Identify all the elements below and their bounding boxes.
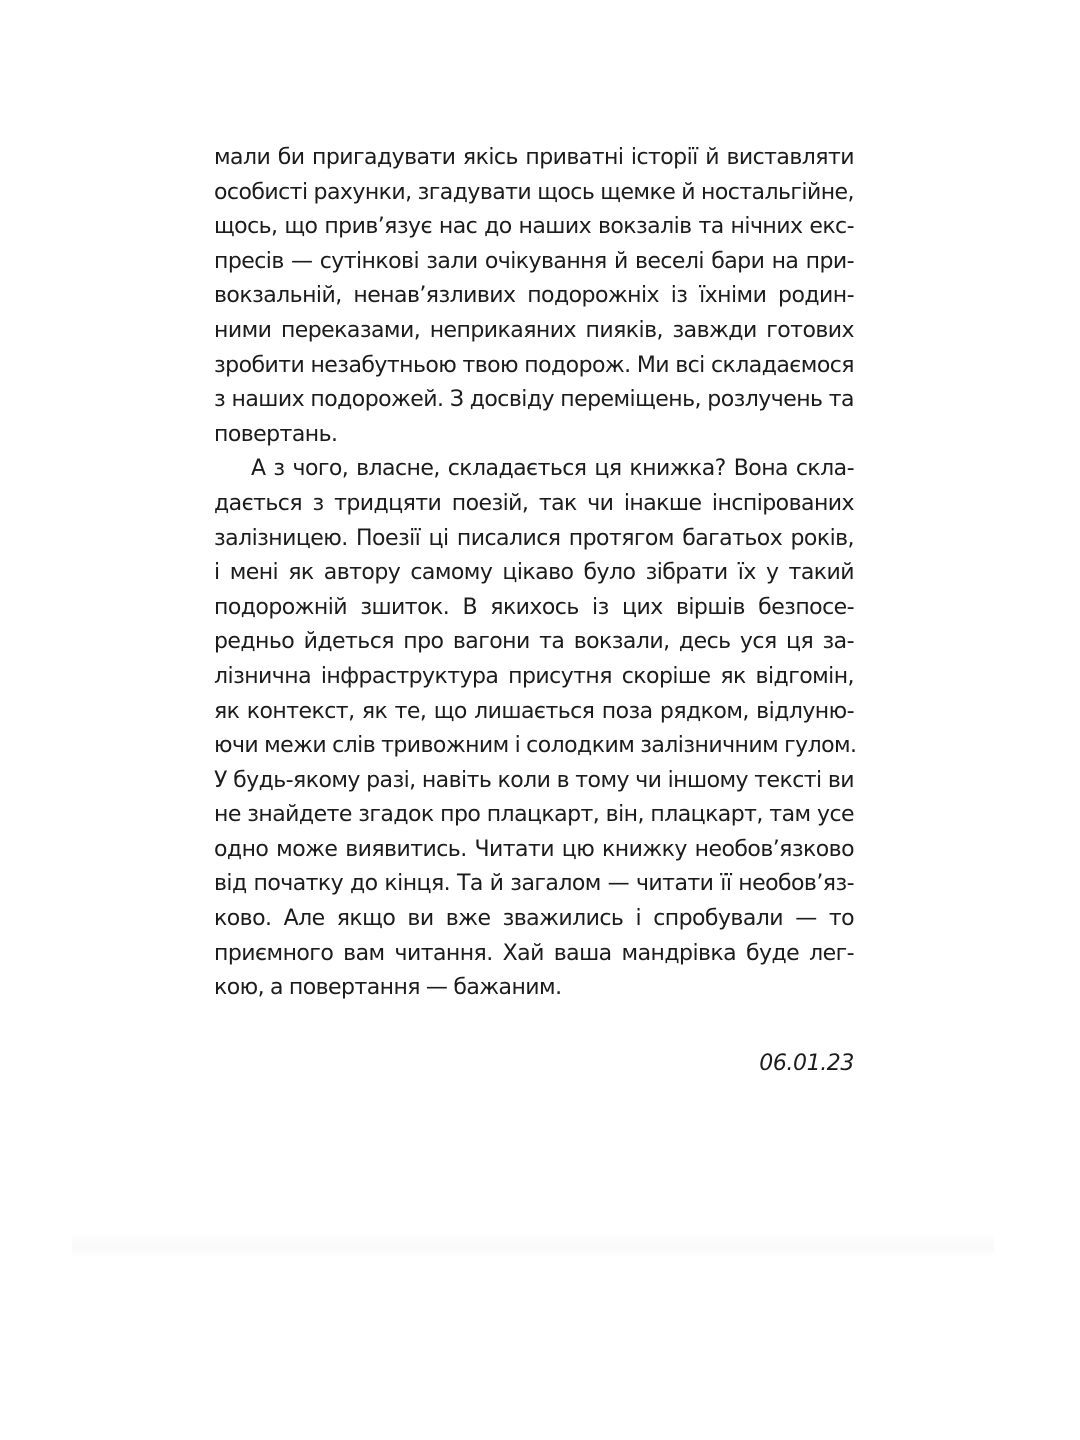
text-line: вокзальній, ненав’язливих подорожніх із їхніми родин- [214, 283, 854, 309]
page-edge-shadow [72, 1232, 994, 1258]
text-line: залізницею. Поезії ці писалися протягом багатьох років, [214, 525, 854, 551]
text-line: з наших подорожей. З досвіду переміщень, розлучень та [214, 387, 854, 413]
body-text [214, 141, 857, 1006]
text-line: і мені як автору самому цікаво було зібрати їх у такий [214, 560, 854, 586]
text-line: ково. Але якщо ви вже зважились і спробували — то [214, 906, 854, 932]
text-line: мали би пригадувати якісь приватні історії й виставляти [214, 145, 854, 170]
date-stamp: 06.01.23 [759, 1051, 854, 1076]
text-line: дається з тридцяти поезій, так чи інакше інспірованих [214, 490, 854, 516]
text-line: подорожній зшиток. В якихось із цих віршів безпосе- [214, 594, 854, 620]
text-line: особисті рахунки, згадувати щось щемке й ностальгійне, [214, 179, 854, 205]
text-line: щось, що прив’язує нас до наших вокзалів та нічних екс- [214, 214, 854, 240]
text-line: ючи межи слів тривожним і солодким залізничним гулом. [214, 733, 857, 759]
text-line: не знайдете згадок про плацкарт, він, плацкарт, там усе [214, 802, 854, 828]
text-line: кою, а повертання — бажаним. [214, 975, 562, 1001]
text-line: лізнична інфраструктура присутня скоріше як відгомін, [214, 663, 854, 689]
text-line: від початку до кінця. Та й загалом — читати її необов’яз- [214, 871, 854, 897]
text-line: ними переказами, неприкаяних пияків, завжди готових [214, 317, 854, 343]
text-line: пресів — сутінкові зали очікування й веселі бари на при- [214, 248, 854, 274]
text-line: одно може виявитись. Читати цю книжку необов’язково [214, 836, 854, 862]
text-line: приємного вам читання. Хай ваша мандрівка буде лег- [214, 940, 854, 966]
text-line: А з чого, власне, складається ця книжка? Вона скла- [251, 456, 854, 482]
text-line: У будь-якому разі, навіть коли в тому чи іншому тексті ви [214, 767, 854, 793]
text-line: як контекст, як те, що лишається поза рядком, відлуню- [214, 698, 854, 724]
text-line: повертань. [214, 421, 338, 447]
text-line: зробити незабутньою твою подорож. Ми всі складаємося [214, 352, 854, 378]
text-line: редньо йдеться про вагони та вокзали, десь уся ця за- [214, 629, 854, 655]
